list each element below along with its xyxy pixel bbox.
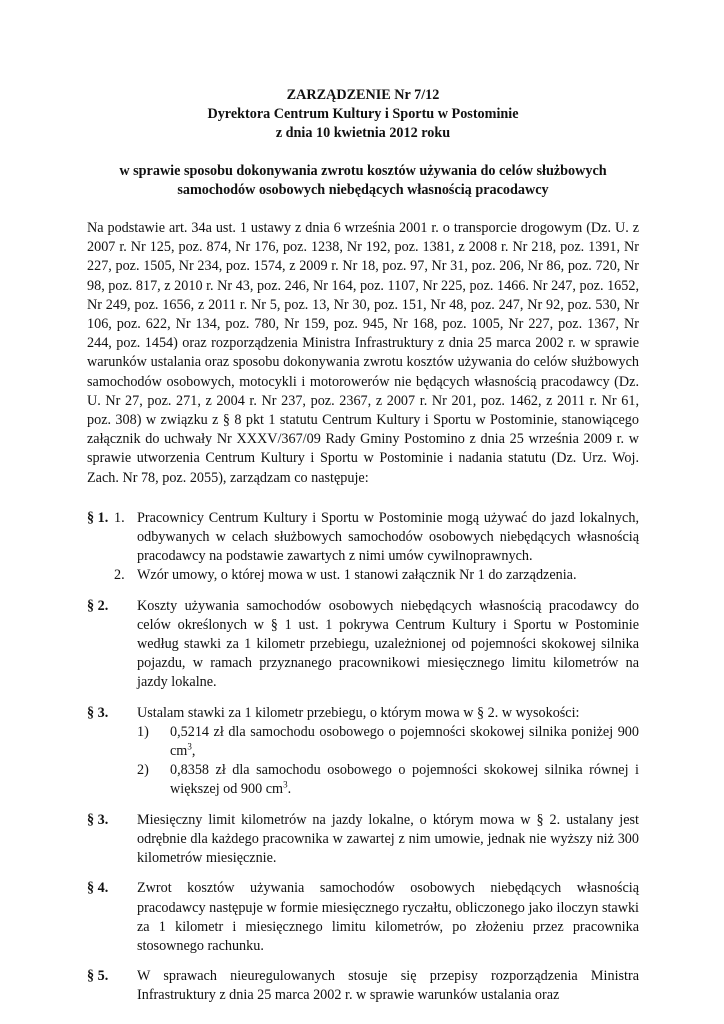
rate-item-2	[137, 761, 639, 799]
section-3-limit	[87, 811, 639, 869]
item-text: Wzór umowy, o której mowa w ust. 1 stanowi załącznik Nr 1 do zarządzenia.	[137, 567, 577, 584]
section-3-text: Ustalam stawki za 1 kilometr przebiegu, o którym mowa w § 2. w wysokości:	[137, 704, 580, 721]
section-4	[87, 879, 639, 956]
section-4-text: Zwrot kosztów używania samochodów osobowych niebędących własnością pracodawcy następuje w formie miesięcznego ryczałtu, obliczonego jako iloczyn stawki za 1 kilometr i miesięcznego limitu kilometrów, po złożeniu przez pracownika stosownego rachunku.	[137, 880, 639, 954]
document-issuer: Dyrektora Centrum Kultury i Sportu w Postominie	[207, 106, 519, 122]
section-1-item-1	[114, 509, 639, 567]
section-3-rates	[87, 704, 639, 800]
document-date: z dnia 10 kwietnia 2012 roku	[275, 125, 451, 141]
section-1-item-2	[114, 566, 639, 585]
section-5	[87, 967, 639, 1005]
list-number: 2)	[137, 762, 149, 779]
section-1-symbol: § 1.	[87, 509, 109, 526]
section-2-text: Koszty używania samochodów osobowych niebędących własnością pracodawcy do celów określonych w § 1 ust. 1 pokrywa Centrum Kultury i Sportu w Postominie według stawki za 1 kilometr przebiegu, uzależnionej od pojemności skokowej silnika pojazdu, w ramach przyznanego pracownikowi miesięcznego limitu kilometrów na jazdy lokalne.	[137, 597, 639, 691]
section-4-symbol: § 4.	[87, 880, 109, 897]
rate-text: 0,5214 zł dla samochodu osobowego o pojemności skokowej silnika poniżej 900 cm	[170, 723, 639, 760]
legal-basis-paragraph: Na podstawie art. 34a ust. 1 ustawy z dnia 6 września 2001 r. o transporcie drogowym (Dz. U. z 2007 r. Nr 125, poz. 874, Nr 176, poz. 1238, Nr 192, poz. 1381, z 2008 r. Nr 218, poz. 1391, Nr 227, poz. 1505, Nr 234, poz. 1574, z 2009 r. Nr 18, poz. 97, Nr 31, poz. 206, Nr 86, poz. 720, Nr 98, poz. 817, z 2010 r. Nr 43, poz. 246, Nr 164, poz. 1107, Nr 225, poz. 1466. Nr 247, poz. 1652, Nr 249, poz. 1656, z 2011 r. Nr 5, poz. 13, Nr 30, poz. 151, Nr 48, poz. 247, Nr 92, poz. 530, Nr 106, poz. 622, Nr 134, poz. 780, Nr 159, poz. 945, Nr 168, poz. 1005, Nr 227, poz. 1367, Nr 244, poz. 1454) oraz rozporządzenia Ministra Infrastruktury z dnia 25 marca 2002 r. w sprawie warunków ustalania oraz sposobu dokonywania zwrotu kosztów używania do celów służbowych samochodów osobowych, motocykli i motorowerów nie będących własnością pracodawcy (Dz. U. Nr 27, poz. 271, z 2004 r. Nr 237, poz. 2367, z 2007 r. Nr 201, poz. 1462, z 2011 r. Nr 61, poz. 308) w związku z § 8 pkt 1 statutu Centrum Kultury i Sportu w Postominie, stanowiącego załącznik do uchwały Nr XXXV/367/09 Rady Gminy Postomino z dnia 25 września 2009 r. w sprawie utworzenia Centrum Kultury i Sportu w Postominie i nadania statutu (Dz. Urz. Woj. Zach. Nr 78, poz. 2055), zarządzam co następuje:	[87, 220, 639, 486]
section-2	[87, 597, 639, 693]
superscript: 3	[187, 741, 192, 752]
section-3b-text: Miesięczny limit kilometrów na jazdy lokalne, o którym mowa w § 2. ustalany jest odrębnie dla każdego pracownika w zawartej z nim umowie, jednak nie wyższy niż 300 kilometrów miesięcznie.	[137, 811, 639, 867]
document-page	[87, 86, 639, 1006]
item-text: Pracownicy Centrum Kultury i Sportu w Postominie mogą używać do jazd lokalnych, odbywanych w celach służbowych samochodów osobowych niebędących własnością pracodawcy na podstawie zawartych z nimi umów cywilnoprawnych.	[137, 509, 639, 565]
document-subject	[87, 162, 639, 200]
section-5-text: W sprawach nieuregulowanych stosuje się przepisy rozporządzenia Ministra Infrastruktury z dnia 25 marca 2002 r. w sprawie warunków ustalania oraz	[137, 968, 639, 1004]
punctuation: ,	[191, 743, 196, 760]
punctuation: .	[287, 781, 292, 798]
section-3-symbol: § 3.	[87, 704, 109, 721]
rate-text: 0,8358 zł dla samochodu osobowego o pojemności skokowej silnika równej i większej od 900 cm	[170, 762, 639, 798]
document-title: ZARZĄDZENIE Nr 7/12	[286, 87, 440, 103]
subject-line-1: w sprawie sposobu dokonywania zwrotu kosztów używania do celów służbowych	[119, 163, 607, 179]
superscript: 3	[283, 779, 288, 790]
subject-line-2: samochodów osobowych niebędących własnością pracodawcy	[177, 182, 549, 198]
title-block	[87, 86, 639, 143]
list-number: 1)	[137, 723, 149, 740]
item-number: 2.	[114, 567, 125, 584]
item-number: 1.	[114, 509, 125, 526]
section-1	[87, 509, 639, 586]
section-2-symbol: § 2.	[87, 597, 109, 614]
section-5-symbol: § 5.	[87, 968, 109, 985]
rate-item-1	[137, 723, 639, 761]
section-3b-symbol: § 3.	[87, 811, 109, 828]
